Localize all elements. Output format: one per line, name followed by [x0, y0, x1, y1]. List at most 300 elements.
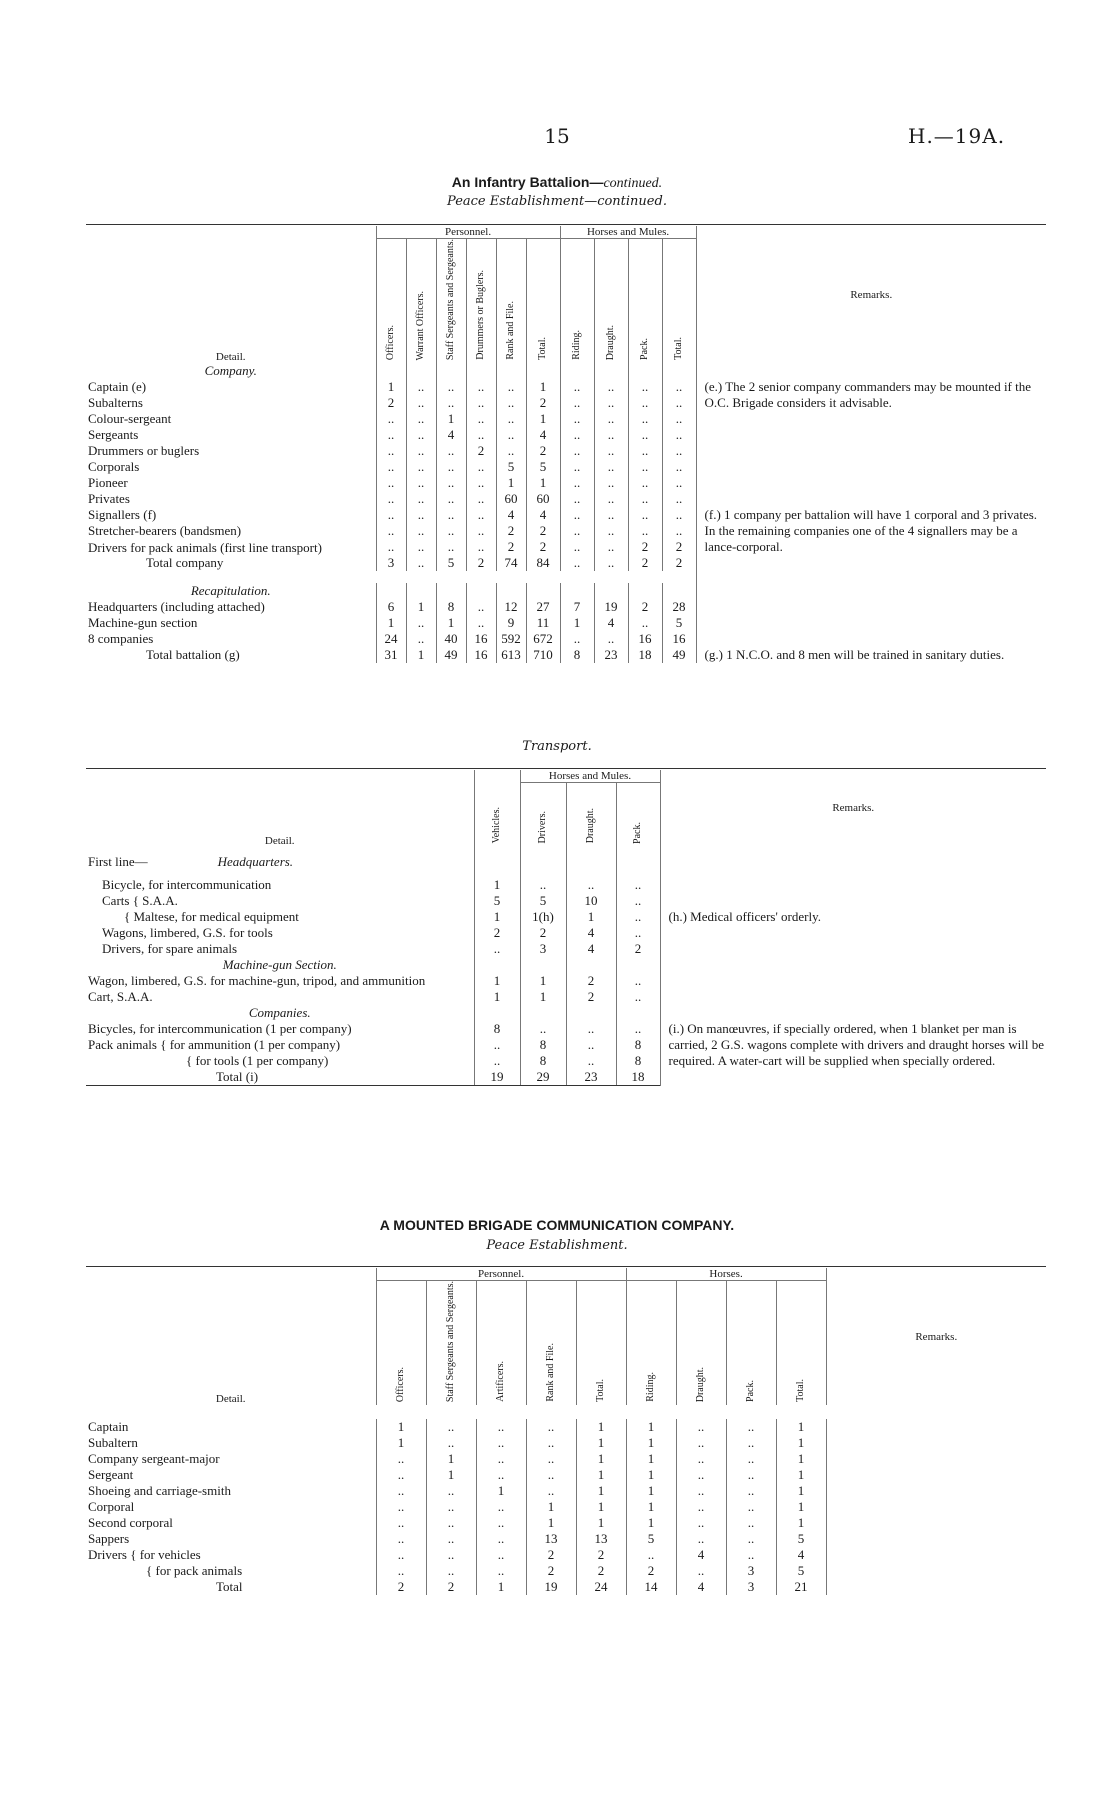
infantry-col-label-6: Riding.: [570, 330, 582, 361]
cell-value: ..: [376, 507, 406, 523]
cell-value: 1: [474, 909, 520, 925]
cell-value: ..: [376, 1483, 426, 1499]
cell-value: 1: [526, 1515, 576, 1531]
infantry-col-label-7: Draught.: [604, 324, 616, 361]
empty-cell: [406, 363, 436, 379]
cell-value: ..: [466, 411, 496, 427]
row-label: Colour-sergeant: [88, 411, 172, 427]
mounted-col-6: [676, 1281, 726, 1406]
table-row: [86, 631, 1046, 647]
cell-value: 2: [474, 925, 520, 941]
cell-value: ..: [466, 507, 496, 523]
cell-value: 1: [776, 1467, 826, 1483]
cell-value: 21: [776, 1579, 826, 1595]
empty-remark: [696, 583, 1046, 599]
infantry-col-label-8: Pack.: [638, 338, 650, 361]
cell-value: 1: [426, 1467, 476, 1483]
cell-value: ..: [436, 539, 466, 555]
mounted-col-1: [426, 1281, 476, 1406]
cell-value: 14: [626, 1579, 676, 1595]
row-label: Machine-gun section: [88, 615, 198, 631]
cell-value: 23: [566, 1069, 616, 1086]
cell-value: 2: [628, 599, 662, 615]
cell-value: 16: [628, 631, 662, 647]
remark-h: (h.) Medical officers' orderly.: [660, 909, 1046, 925]
cell-value: ..: [560, 411, 594, 427]
cell-value: ..: [436, 523, 466, 539]
cell-value: ..: [406, 555, 436, 571]
cell-value: ..: [474, 941, 520, 957]
cell-value: ..: [376, 1451, 426, 1467]
row-label: Bicycle, for intercommunication: [102, 876, 272, 892]
mounted-col-label-6: Draught.: [694, 1366, 706, 1403]
cell-value: 1: [626, 1451, 676, 1467]
cell-value: ..: [406, 459, 436, 475]
remark: [660, 941, 1046, 957]
row-label: Pack animals { for ammunition (1 per company): [88, 1036, 341, 1052]
cell-value: 1: [476, 1483, 526, 1499]
cell-value: 2: [466, 555, 496, 571]
cell-value: 2: [662, 539, 696, 555]
cell-value: 1: [576, 1499, 626, 1515]
row-label: Stretcher-bearers (bandsmen): [88, 523, 242, 539]
cell-value: ..: [476, 1563, 526, 1579]
cell-value: 1: [526, 411, 560, 427]
row-label: Total: [216, 1579, 243, 1595]
mounted-remarks-header: Remarks.: [826, 1268, 1046, 1405]
mounted-col-label-1: Staff Sergeants and Sergeants.: [444, 1281, 456, 1403]
cell-value: ..: [662, 475, 696, 491]
row-label: Cart, S.A.A.: [88, 988, 153, 1004]
cell-value: ..: [496, 411, 526, 427]
cell-value: ..: [376, 539, 406, 555]
cell-value: ..: [560, 443, 594, 459]
cell-value: 40: [436, 631, 466, 647]
cell-value: ..: [436, 395, 466, 411]
cell-value: ..: [376, 1531, 426, 1547]
transport-remarks-header: Remarks.: [660, 770, 1046, 847]
cell-value: 19: [594, 599, 628, 615]
cell-value: ..: [726, 1483, 776, 1499]
cell-value: 6: [376, 599, 406, 615]
infantry-col-6: [560, 239, 594, 364]
col-drivers-label: Drivers.: [536, 811, 548, 844]
cell-value: ..: [466, 427, 496, 443]
infantry-col-label-0: Officers.: [384, 325, 396, 361]
empty-cell: [376, 363, 406, 379]
section-companies-label: Companies.: [248, 1004, 311, 1020]
cell-value: 3: [520, 941, 566, 957]
infantry-title-main: An Infantry Battalion—: [451, 174, 604, 190]
cell-value: ..: [676, 1563, 726, 1579]
remark: [660, 877, 1046, 893]
cell-value: ..: [594, 443, 628, 459]
cell-value: ..: [662, 459, 696, 475]
cell-value: ..: [406, 507, 436, 523]
first-line-row: [86, 847, 1046, 877]
cell-value: ..: [616, 893, 660, 909]
infantry-col-5: [526, 239, 560, 364]
cell-value: 5: [626, 1531, 676, 1547]
table-row: [86, 877, 1046, 893]
cell-value: ..: [594, 411, 628, 427]
cell-value: 3: [726, 1579, 776, 1595]
table-row: [86, 1419, 1046, 1435]
cell-value: ..: [466, 459, 496, 475]
cell-value: ..: [676, 1499, 726, 1515]
cell-value: ..: [616, 925, 660, 941]
cell-value: ..: [676, 1451, 726, 1467]
cell-value: 1: [776, 1499, 826, 1515]
cell-value: ..: [406, 539, 436, 555]
empty-cell: [628, 363, 662, 379]
row-label: Signallers (f): [88, 507, 157, 523]
cell-value: ..: [726, 1419, 776, 1435]
cell-value: ..: [406, 615, 436, 631]
cell-value: 5: [496, 459, 526, 475]
remark: [696, 631, 1046, 647]
cell-value: ..: [526, 1483, 576, 1499]
mounted-col-4: [576, 1281, 626, 1406]
cell-value: 19: [526, 1579, 576, 1595]
cell-value: ..: [426, 1419, 476, 1435]
empty-cell: [436, 363, 466, 379]
row-label: Drummers or buglers: [88, 443, 200, 459]
mounted-col-8: [776, 1281, 826, 1406]
empty-cell: [496, 583, 526, 599]
infantry-col-2: [436, 239, 466, 364]
total-battalion-row: [86, 647, 1046, 663]
cell-value: ..: [496, 395, 526, 411]
cell-value: ..: [628, 443, 662, 459]
cell-value: 1: [576, 1435, 626, 1451]
cell-value: 23: [594, 647, 628, 663]
row-label: Headquarters (including attached): [88, 599, 265, 615]
col-vehicles: [474, 770, 520, 847]
cell-value: ..: [426, 1547, 476, 1563]
cell-value: ..: [594, 507, 628, 523]
cell-value: 2: [626, 1563, 676, 1579]
empty-cell: [566, 847, 616, 877]
horses-group-header: Horses and Mules.: [560, 226, 696, 239]
empty-cell: [520, 957, 566, 973]
cell-value: 592: [496, 631, 526, 647]
empty-cell: [616, 1005, 660, 1021]
cell-value: 1: [520, 973, 566, 989]
row-label: Corporal: [88, 1499, 135, 1515]
row-label: Privates: [88, 491, 130, 507]
cell-value: 2: [376, 1579, 426, 1595]
empty-cell: [526, 363, 560, 379]
section-company-label: Company.: [204, 363, 257, 379]
empty-cell: [566, 1005, 616, 1021]
cell-value: ..: [560, 379, 594, 395]
cell-value: 5: [776, 1563, 826, 1579]
cell-value: 2: [466, 443, 496, 459]
row-label: Sergeant: [88, 1467, 134, 1483]
cell-value: 2: [576, 1547, 626, 1563]
remark: [696, 615, 1046, 631]
empty-remark: [660, 1005, 1046, 1021]
cell-value: ..: [406, 475, 436, 491]
cell-value: 3: [726, 1563, 776, 1579]
empty-remark: [660, 847, 1046, 877]
cell-value: ..: [662, 443, 696, 459]
cell-value: ..: [560, 523, 594, 539]
cell-value: ..: [476, 1515, 526, 1531]
cell-value: ..: [406, 379, 436, 395]
empty-cell: [616, 957, 660, 973]
cell-value: ..: [662, 507, 696, 523]
cell-value: ..: [560, 631, 594, 647]
infantry-col-label-1: Warrant Officers.: [414, 290, 426, 361]
cell-value: ..: [676, 1531, 726, 1547]
cell-value: 60: [526, 491, 560, 507]
mounted-col-3: [526, 1281, 576, 1406]
cell-value: ..: [566, 1053, 616, 1069]
col-pack-label: Pack.: [631, 821, 643, 844]
mounted-horses-group-header: Horses.: [626, 1268, 826, 1281]
cell-value: ..: [376, 1515, 426, 1531]
cell-value: 4: [676, 1579, 726, 1595]
cell-value: 1: [626, 1419, 676, 1435]
empty-cell: [560, 583, 594, 599]
cell-value: ..: [376, 1563, 426, 1579]
cell-value: 29: [520, 1069, 566, 1086]
remark: [660, 989, 1046, 1005]
cell-value: 12: [496, 599, 526, 615]
cell-value: ..: [526, 1467, 576, 1483]
cell-value: 27: [526, 599, 560, 615]
cell-value: ..: [628, 395, 662, 411]
infantry-col-label-2: Staff Sergeants and Sergeants.: [444, 239, 456, 361]
cell-value: ..: [594, 379, 628, 395]
cell-value: ..: [476, 1435, 526, 1451]
cell-value: ..: [376, 459, 406, 475]
cell-value: ..: [594, 395, 628, 411]
cell-value: 1: [576, 1467, 626, 1483]
mounted-col-label-2: Artificers.: [494, 1361, 506, 1403]
cell-value: 1: [566, 909, 616, 925]
empty-cell: [466, 363, 496, 379]
infantry-col-7: [594, 239, 628, 364]
mounted-detail-header: Detail.: [215, 1393, 246, 1406]
transport-table: [86, 770, 1046, 1086]
table-row: [86, 507, 1046, 523]
cell-value: ..: [628, 491, 662, 507]
cell-value: 710: [526, 647, 560, 663]
cell-value: ..: [426, 1435, 476, 1451]
cell-value: 4: [496, 507, 526, 523]
cell-value: ..: [594, 523, 628, 539]
cell-value: ..: [726, 1499, 776, 1515]
empty-cell: [662, 363, 696, 379]
cell-value: ..: [628, 523, 662, 539]
cell-value: ..: [560, 507, 594, 523]
cell-value: 1: [776, 1483, 826, 1499]
cell-value: ..: [476, 1499, 526, 1515]
empty-cell: [628, 583, 662, 599]
cell-value: ..: [616, 877, 660, 893]
cell-value: 2: [628, 539, 662, 555]
cell-value: ..: [376, 443, 406, 459]
cell-value: ..: [676, 1515, 726, 1531]
row-label: Second corporal: [88, 1515, 173, 1531]
cell-value: 2: [376, 395, 406, 411]
cell-value: ..: [628, 507, 662, 523]
cell-value: ..: [626, 1547, 676, 1563]
infantry-col-0: [376, 239, 406, 364]
cell-value: 1: [626, 1483, 676, 1499]
cell-value: ..: [662, 427, 696, 443]
empty-cell: [662, 583, 696, 599]
cell-value: 8: [520, 1037, 566, 1053]
remark: [660, 973, 1046, 989]
empty-cell: [406, 583, 436, 599]
cell-value: ..: [466, 395, 496, 411]
cell-value: 672: [526, 631, 560, 647]
empty-cell: [474, 847, 520, 877]
cell-value: 5: [526, 459, 560, 475]
cell-value: ..: [594, 427, 628, 443]
cell-value: ..: [520, 877, 566, 893]
cell-value: ..: [662, 395, 696, 411]
cell-value: ..: [476, 1467, 526, 1483]
cell-value: 4: [776, 1547, 826, 1563]
empty-cell: [520, 1005, 566, 1021]
cell-value: ..: [662, 411, 696, 427]
empty-cell: [566, 957, 616, 973]
mounted-col-label-0: Officers.: [394, 1367, 406, 1403]
cell-value: 28: [662, 599, 696, 615]
cell-value: ..: [406, 443, 436, 459]
transport-detail-header: Detail.: [264, 834, 295, 847]
mounted-col-5: [626, 1281, 676, 1406]
row-label: { for tools (1 per company): [186, 1052, 329, 1068]
cell-value: ..: [594, 539, 628, 555]
cell-value: ..: [676, 1435, 726, 1451]
remark: [660, 893, 1046, 909]
cell-value: 1: [474, 877, 520, 893]
cell-value: 5: [776, 1531, 826, 1547]
cell-value: 2: [526, 523, 560, 539]
cell-value: 1: [426, 1451, 476, 1467]
table-row: [86, 893, 1046, 909]
cell-value: ..: [476, 1547, 526, 1563]
empty-remark: [660, 957, 1046, 973]
remark: [660, 925, 1046, 941]
cell-value: ..: [628, 475, 662, 491]
empty-cell: [474, 957, 520, 973]
cell-value: ..: [406, 523, 436, 539]
cell-value: 2: [628, 555, 662, 571]
first-line-label: First line—: [88, 853, 148, 869]
cell-value: ..: [526, 1419, 576, 1435]
row-label: Subalterns: [88, 395, 143, 411]
cell-value: ..: [676, 1419, 726, 1435]
infantry-title-cont: continued.: [603, 176, 663, 191]
mounted-col-7: [726, 1281, 776, 1406]
cell-value: ..: [560, 459, 594, 475]
infantry-title: [0, 174, 1114, 192]
mounted-col-label-4: Total.: [594, 1379, 606, 1403]
cell-value: ..: [566, 1037, 616, 1053]
table-row: [86, 379, 1046, 395]
cell-value: 2: [566, 989, 616, 1005]
remark-i: (i.) On manœuvres, if specially ordered, when 1 blanket per man is carried, 2 G.S. wagons complete with drivers and draught horses will be required. A water-cart will be supplied when specially ordered.: [660, 1021, 1046, 1086]
transport-title: Transport.: [522, 739, 592, 754]
empty-cell: [560, 363, 594, 379]
cell-value: 1: [626, 1515, 676, 1531]
mounted-personnel-group-header: Personnel.: [376, 1268, 626, 1281]
document-reference: H.—19A.: [908, 124, 1006, 148]
remark: [826, 1419, 1046, 1595]
cell-value: 1: [576, 1451, 626, 1467]
row-label: Total (i): [86, 1069, 474, 1086]
cell-value: ..: [676, 1483, 726, 1499]
cell-value: 5: [474, 893, 520, 909]
row-label: { Maltese, for medical equipment: [124, 908, 299, 924]
cell-value: 8: [560, 647, 594, 663]
cell-value: ..: [426, 1563, 476, 1579]
remark-e: (e.) The 2 senior company commanders may be mounted if the O.C. Brigade considers it advisable.: [696, 379, 1046, 507]
cell-value: 1: [626, 1467, 676, 1483]
cell-value: ..: [406, 491, 436, 507]
infantry-col-4: [496, 239, 526, 364]
cell-value: 1: [376, 379, 406, 395]
cell-value: ..: [616, 989, 660, 1005]
cell-value: ..: [526, 1435, 576, 1451]
cell-value: ..: [616, 909, 660, 925]
cell-value: 1: [576, 1419, 626, 1435]
cell-value: ..: [436, 491, 466, 507]
cell-value: 3: [376, 555, 406, 571]
section-hq-label: Headquarters.: [217, 853, 294, 869]
cell-value: ..: [662, 379, 696, 395]
row-label: Carts { S.A.A.: [102, 892, 178, 908]
cell-value: 5: [436, 555, 466, 571]
empty-cell: [594, 583, 628, 599]
mounted-col-label-5: Riding.: [644, 1372, 656, 1403]
remarks-header: Remarks.: [696, 226, 1046, 363]
table-row: [86, 925, 1046, 941]
infantry-subtitle: Peace Establishment—continued.: [447, 194, 667, 209]
row-label: Corporals: [88, 459, 140, 475]
cell-value: ..: [726, 1435, 776, 1451]
row-label: Pioneer: [88, 475, 128, 491]
table-row: [86, 599, 1046, 615]
infantry-table: [86, 226, 1046, 663]
cell-value: ..: [628, 459, 662, 475]
cell-value: 4: [676, 1547, 726, 1563]
row-label: Subaltern: [88, 1435, 138, 1451]
cell-value: 1: [776, 1515, 826, 1531]
empty-cell: [496, 363, 526, 379]
cell-value: 1: [406, 599, 436, 615]
cell-value: 2: [662, 555, 696, 571]
cell-value: 2: [616, 941, 660, 957]
cell-value: ..: [676, 1467, 726, 1483]
cell-value: ..: [406, 411, 436, 427]
cell-value: 2: [526, 395, 560, 411]
col-pack: [616, 783, 660, 847]
cell-value: 2: [520, 925, 566, 941]
section-mg: [86, 957, 1046, 973]
cell-value: 1: [776, 1419, 826, 1435]
row-label: { for pack animals: [146, 1563, 243, 1579]
cell-value: ..: [628, 615, 662, 631]
cell-value: ..: [376, 411, 406, 427]
